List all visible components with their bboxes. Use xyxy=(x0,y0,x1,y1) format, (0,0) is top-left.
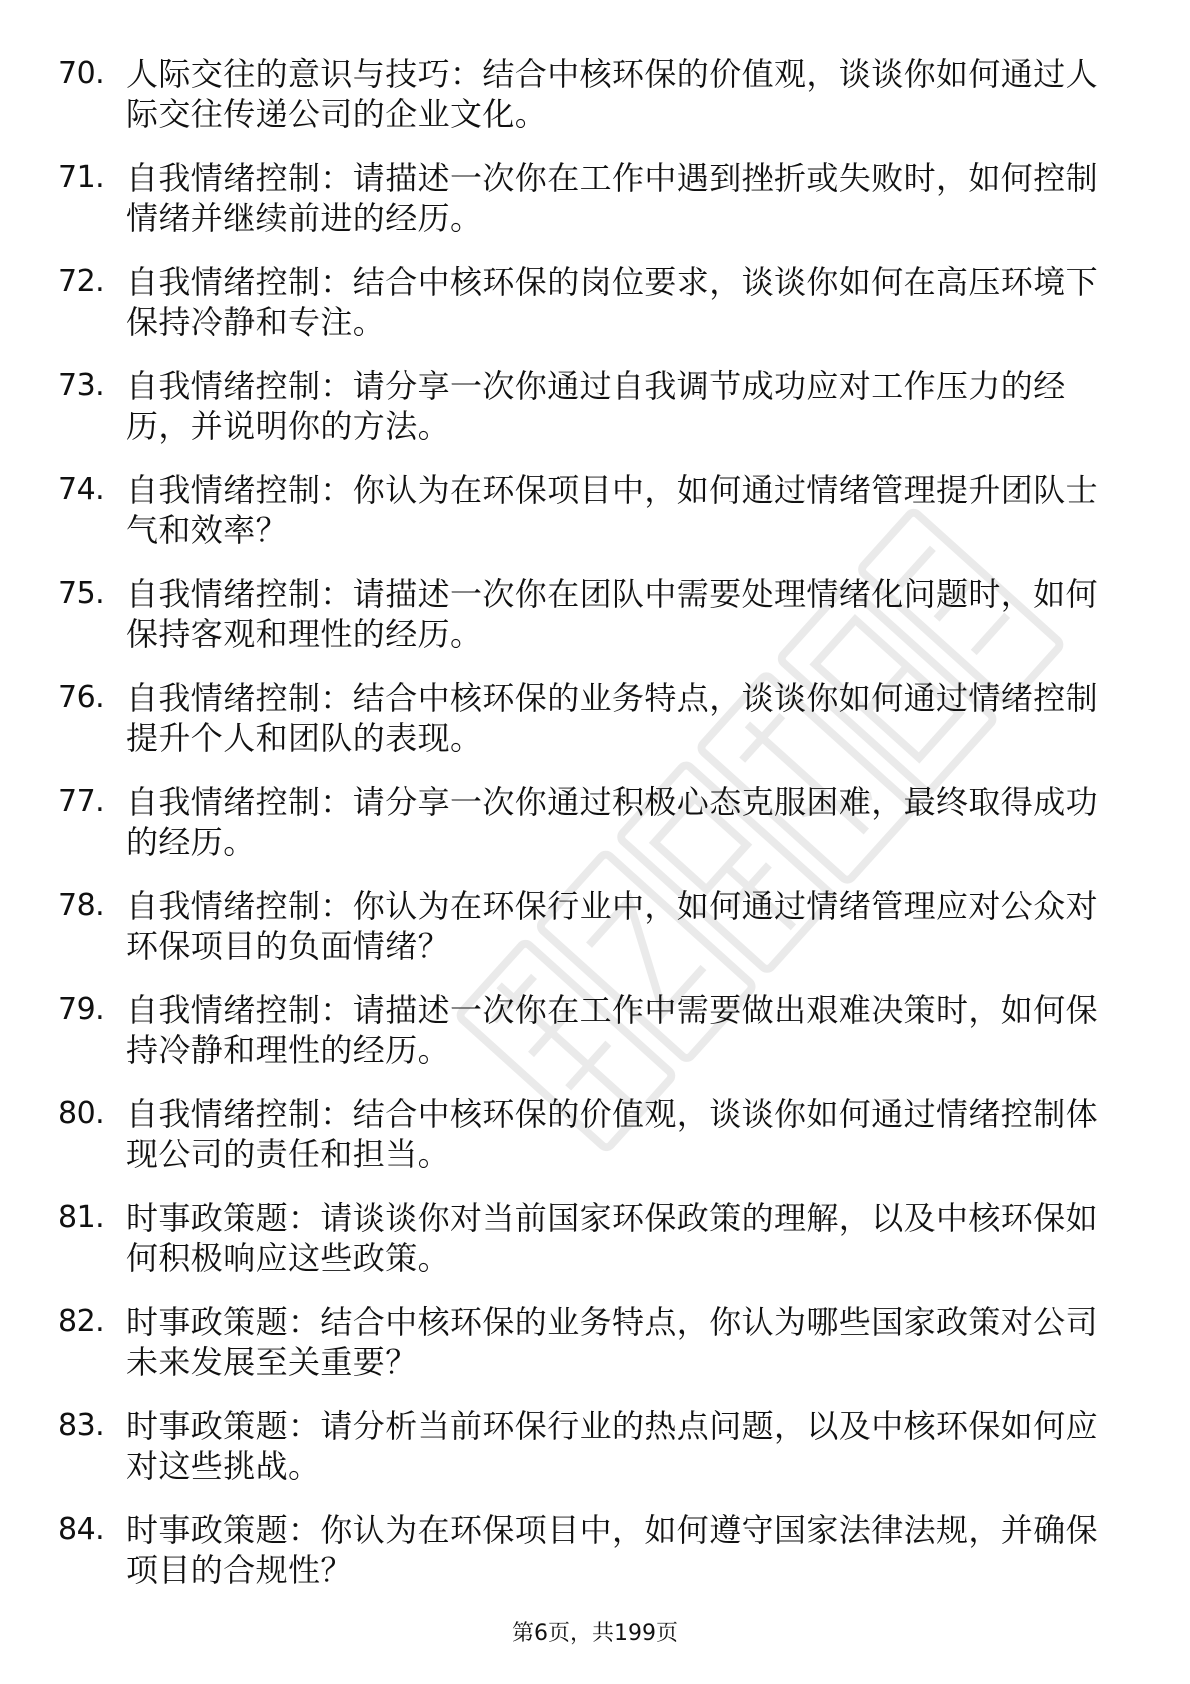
question-number: 71. xyxy=(58,160,105,195)
list-item xyxy=(58,366,1118,470)
question-number: 79. xyxy=(58,992,105,1027)
list-item xyxy=(58,886,1118,990)
question-number: 77. xyxy=(58,784,105,819)
list-item xyxy=(58,158,1118,262)
list-item xyxy=(58,1094,1118,1198)
list-item xyxy=(58,678,1118,782)
question-number: 74. xyxy=(58,472,105,507)
question-text: 自我情绪控制：请分享一次你通过积极心态克服困难，最终取得成功的经历。 xyxy=(126,783,1099,861)
question-text: 自我情绪控制：你认为在环保项目中，如何通过情绪管理提升团队士气和效率？ xyxy=(126,471,1099,549)
question-text: 自我情绪控制：请描述一次你在工作中遇到挫折或失败时，如何控制情绪并继续前进的经历。 xyxy=(126,159,1099,237)
question-number: 83. xyxy=(58,1408,105,1443)
question-number: 84. xyxy=(58,1512,105,1547)
list-item xyxy=(58,1510,1118,1614)
question-number: 72. xyxy=(58,264,105,299)
list-item xyxy=(58,1406,1118,1510)
list-item xyxy=(58,470,1118,574)
question-text: 自我情绪控制：你认为在环保行业中，如何通过情绪管理应对公众对环保项目的负面情绪？ xyxy=(126,887,1099,965)
list-item xyxy=(58,262,1118,366)
question-text: 自我情绪控制：结合中核环保的价值观，谈谈你如何通过情绪控制体现公司的责任和担当。 xyxy=(126,1095,1099,1173)
question-text: 自我情绪控制：请分享一次你通过自我调节成功应对工作压力的经历，并说明你的方法。 xyxy=(126,367,1066,445)
question-number: 80. xyxy=(58,1096,105,1131)
question-list xyxy=(58,54,1118,1614)
page-footer: 第6页，共199页 xyxy=(512,1621,678,1646)
question-text: 自我情绪控制：请描述一次你在团队中需要处理情绪化问题时，如何保持客观和理性的经历。 xyxy=(126,575,1099,653)
list-item xyxy=(58,574,1118,678)
list-item xyxy=(58,990,1118,1094)
question-number: 82. xyxy=(58,1304,105,1339)
question-number: 81. xyxy=(58,1200,105,1235)
question-text: 自我情绪控制：结合中核环保的业务特点，谈谈你如何通过情绪控制提升个人和团队的表现。 xyxy=(126,679,1099,757)
question-text: 时事政策题：你认为在环保项目中，如何遵守国家法律法规，并确保项目的合规性？ xyxy=(126,1511,1099,1589)
question-text: 自我情绪控制：请描述一次你在工作中需要做出艰难决策时，如何保持冷静和理性的经历。 xyxy=(126,991,1099,1069)
list-item xyxy=(58,1198,1118,1302)
list-item xyxy=(58,54,1118,158)
question-number: 76. xyxy=(58,680,105,715)
question-number: 73. xyxy=(58,368,105,403)
question-number: 78. xyxy=(58,888,105,923)
question-text: 自我情绪控制：结合中核环保的岗位要求，谈谈你如何在高压环境下保持冷静和专注。 xyxy=(126,263,1099,341)
question-number: 70. xyxy=(58,56,105,91)
list-item xyxy=(58,782,1118,886)
question-text: 时事政策题：请谈谈你对当前国家环保政策的理解，以及中核环保如何积极响应这些政策。 xyxy=(126,1199,1099,1277)
list-item xyxy=(58,1302,1118,1406)
question-text: 时事政策题：请分析当前环保行业的热点问题，以及中核环保如何应对这些挑战。 xyxy=(126,1407,1099,1485)
question-text: 人际交往的意识与技巧：结合中核环保的价值观，谈谈你如何通过人际交往传递公司的企业文化。 xyxy=(126,55,1099,133)
question-text: 时事政策题：结合中核环保的业务特点，你认为哪些国家政策对公司未来发展至关重要？ xyxy=(126,1303,1099,1381)
question-number: 75. xyxy=(58,576,105,611)
